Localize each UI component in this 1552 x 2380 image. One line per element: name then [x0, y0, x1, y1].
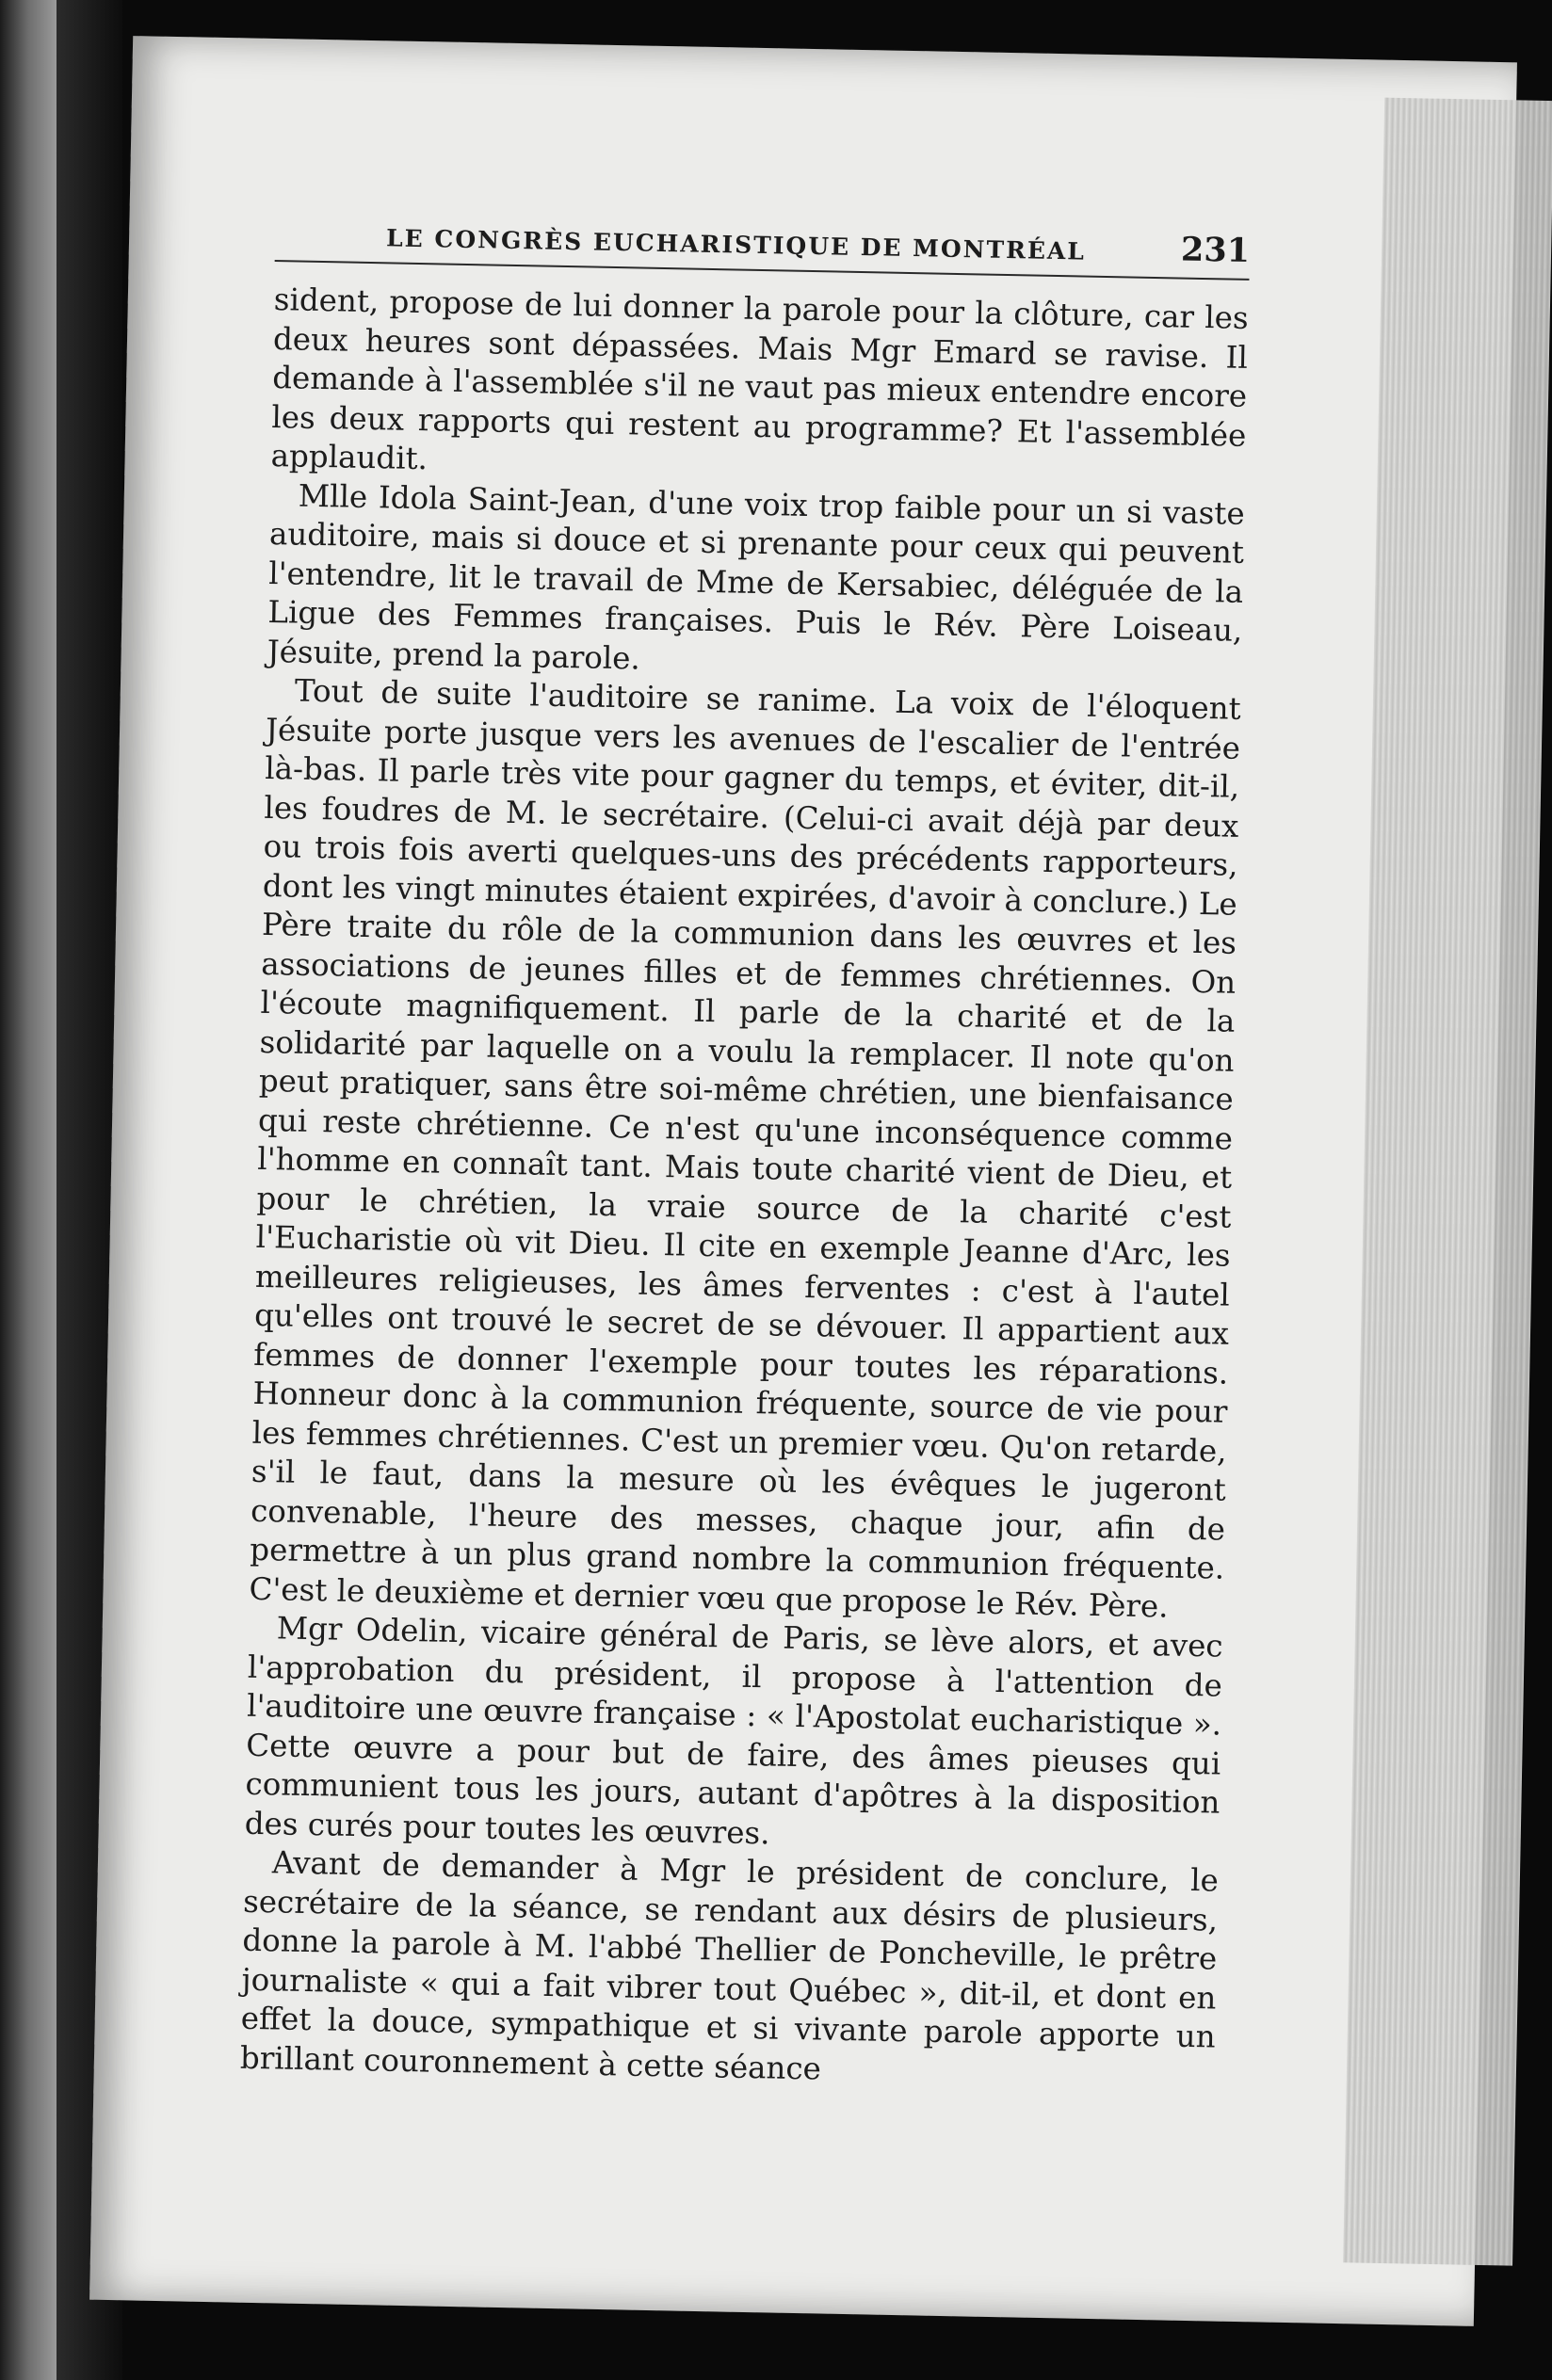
paragraph: Tout de suite l'auditoire se ranime. La voix de l'éloquent Jésuite porte jusque vers les avenues de l'escalier de l'entrée là-bas. Il parle très vite pour gagner du temps, et éviter, dit-il, les foudres de M. le secrétaire. (Celui-ci avait déjà par deux ou trois fois averti quelques-uns des précédents rapporteurs, dont les vingt minutes étaient expirées, d'avoir à conclure.) Le Père traite du rôle de la communion dans les œuvres et les associations de jeunes filles et de femmes chrétiennes. On l'écoute magnifiquement. Il parle de la charité et de la solidarité par laquelle on a voulu la remplacer. Il note qu'on peut pratiquer, sans être soi-même chrétien, une bienfaisance qui reste chrétienne. Ce n'est qu'une inconséquence comme l'homme en connaît tant. Mais toute charité vient de Dieu, et pour le chrétien, la vraie source de la charité c'est l'Eucharistie où vit Dieu. Il cite en exemple Jeanne d'Arc, les meilleures religieuses, les âmes ferventes : c'est à l'autel qu'elles ont trouvé le secret de se dévouer. Il appartient aux femmes de donner l'exemple pour toutes les réparations. Honneur donc à la communion fréquente, source de vie pour les femmes chrétiennes. C'est un premier vœu. Qu'on retarde, s'il le faut, dans la mesure où les évêques le jugeront convenable, l'heure des messes, chaque jour, afin de permettre à un plus grand nombre la communion fréquente. C'est le deuxième et dernier vœu que propose le Rév. Père. — [249, 672, 1242, 1625]
paragraph: Mlle Idola Saint-Jean, d'une voix trop faible pour un si vaste auditoire, mais si douce et si prenante pour ceux qui peuvent l'entendre, lit le travail de Mme de Kersabiec, déléguée de la Ligue des Femmes françaises. Puis le Rév. Père Loiseau, Jésuite, prend la parole. — [267, 477, 1246, 677]
page-content — [240, 203, 1251, 2097]
running-title: LE CONGRÈS EUCHARISTIQUE DE MONTRÉAL — [385, 224, 1087, 265]
paragraph: Mgr Odelin, vicaire général de Paris, se lève alors, et avec l'approbation du président, il propose à l'attention de l'auditoire une œuvre française : « l'Apostolat eucharistique ». Cette œuvre a pour but de faire, des âmes pieuses qui communient tous les jours, autant d'apôtres à la disposition des curés pour toutes les œuvres. — [244, 1610, 1223, 1851]
body-text — [240, 281, 1249, 2097]
book-binding-edge — [0, 0, 57, 2380]
paragraph: sident, propose de lui donner la parole pour la clôture, car les deux heures sont dépassées. Mais Mgr Emard se ravise. Il demande à l'assemblée s'il ne vaut pas mieux entendre encore les deux rapports qui restent au programme? Et l'assemblée applaudit. — [270, 281, 1250, 477]
book-page — [89, 36, 1517, 2326]
page-number: 231 — [1180, 230, 1251, 270]
page-stack-edge — [1343, 98, 1552, 2266]
paragraph: Avant de demander à Mgr le président de conclure, le secrétaire de la séance, se rendant aux désirs de plusieurs, donne la parole à M. l'abbé Thellier de Poncheville, le prêtre journaliste « qui a fait vibrer tout Québec », dit-il, et dont en effet la douce, sympathique et si vivante parole apporte un brillant couronnement à cette séance — [239, 1844, 1220, 2087]
running-head — [275, 203, 1251, 281]
